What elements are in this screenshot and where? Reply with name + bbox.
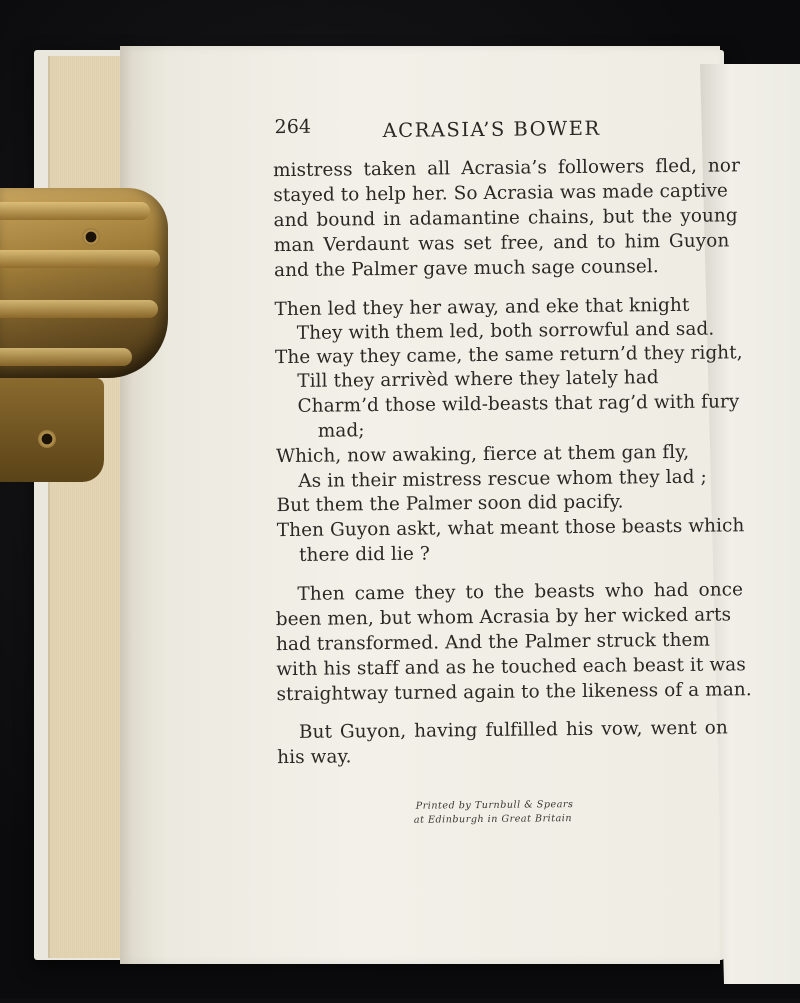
verse-line: The way they came, the same return’d they right,: [274, 342, 743, 369]
text-line: been men, but whom Acrasia by her wicked arts: [275, 604, 732, 631]
text-line: with his staff and as he touched each beast it was: [276, 654, 746, 681]
verse-line: Charm’d those wild-beasts that rag’d with fury: [297, 391, 740, 417]
text-line: and bound in adamantine chains, but the young: [273, 205, 738, 232]
text-line: mistress taken all Acrasia’s followers fled, nor: [272, 155, 741, 182]
verse-line: there did lie ?: [298, 543, 430, 566]
text-line: But Guyon, having fulfilled his vow, went on: [298, 717, 728, 743]
verse-line: Till they arrivèd where they lately had: [297, 367, 659, 392]
text-line: had transformed. And the Palmer struck them: [275, 629, 711, 656]
verse-line: But them the Palmer soon did pacify.: [276, 491, 624, 517]
text-line: Then came they to the beasts who had once: [297, 579, 744, 605]
verse-line: Which, now awaking, fierce at them gan fly,: [275, 441, 690, 468]
text-line: straightway turned again to the likeness of a man.: [276, 679, 752, 706]
text-line: stayed to help her. So Acrasia was made captive: [273, 180, 728, 207]
verse-line: mad;: [317, 420, 365, 442]
verse-line: Then Guyon askt, what meant those beasts which: [276, 515, 745, 542]
running-head: ACRASIA’S BOWER: [382, 116, 601, 143]
verse-line: They with them led, both sorrowful and sad.: [296, 318, 715, 344]
text-line: and the Palmer gave much sage counsel.: [274, 256, 659, 282]
colophon-line: Printed by Turnbull & Spears: [415, 799, 574, 812]
verse-line: As in their mistress rescue whom they lad ;: [298, 466, 707, 492]
text-line: man Verdaunt was set free, and to him Guyon: [273, 230, 730, 257]
text-line: his way.: [277, 746, 352, 769]
verse-line: Then led they her away, and eke that knight: [274, 294, 690, 321]
page-number: 264: [274, 115, 312, 139]
colophon-line: at Edinburgh in Great Britain: [413, 813, 573, 826]
